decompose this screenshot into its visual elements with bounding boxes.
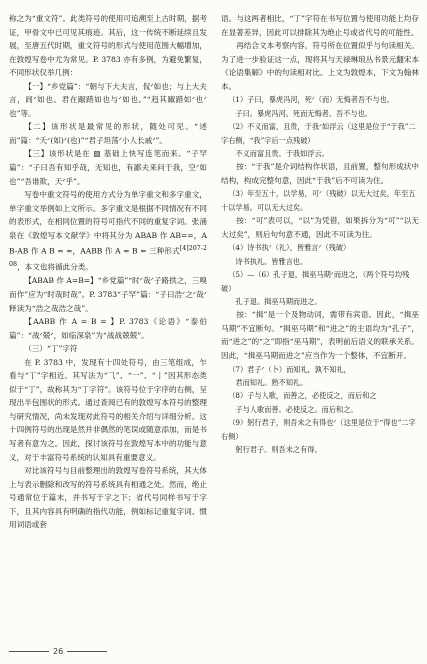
analysis-paragraph: 按：“揖”是一个及物动词，需带有宾语。因此，“揖巫马期”不宜断句。“揖巫马期”和“进之”的主语均为“孔子”，而“进之”的“之”即指“巫马期”，表明前后语义的联承关系。因此，“揖巫马期而进之”应当作为一个整体，不宜断开。 xyxy=(221,310,419,360)
example-dunhuang: （4）诗书执ᐟ（礼），皆雅言ᐟ（残破） xyxy=(228,243,351,253)
page-footer xyxy=(9,647,107,656)
paragraph: 再结合文本考察内容，符号所在位置似乎与句读相关。为了进一步验证这一点，现将其与天禄琳琅丛书景元翻宋本《论语集解》中的句读相对比。上文为敦煌本，下文为翰林本。 xyxy=(221,41,419,91)
example-dunhuang: （9）躬行君子，则吾未之有得也ᐟ（这里是位于“得也”二字右侧） xyxy=(221,418,416,441)
section-heading: （三）“丁”字符 xyxy=(24,344,78,354)
paragraph xyxy=(9,188,207,274)
paragraph: 对比该符号与目前整理出的敦煌写卷符号系统，其大体上与表示删除和改写的符号系统具有相通之处。然而，绝止号通常位于篇末，并书写于字之下；省代号同样书写于字下，且其内容具有明确的指代功能，例如标记重复字词、惯用词语或套 xyxy=(9,466,207,530)
example-hanlin: 诗书执礼。皆雅言也。 xyxy=(235,256,308,266)
example-paragraph: 【二】该形状是最常见的形状，随处可见。“述而”篇：“夭ᐟ(如)ᐟ(也)”“君子坦荡ᐟ小人长戚ᐟ”。 xyxy=(9,122,207,145)
page-number: 26 xyxy=(53,647,64,656)
example-dunhuang: （2）不义而富，且贵，于我ᐟ如浮云（这里是位于“于我”二字右侧，“我”字后一点残破） xyxy=(221,122,416,145)
paragraph: 称之为“重文符”。此类符号的使用可追溯至上古时期，据考证，甲骨文中已可见其痕迹。其后，这一传统不断延续且发展，至唐五代时期，重文符号的形式与使用范围大幅增加，在敦煌写卷中尤为常见。P. 3783 亦有多例，为避免繁复，不同形状仅举几例： xyxy=(9,14,207,78)
paragraph-text: 写卷中重文符号的使用方式分为单字重文和多字重文，单字重文举例如上文所示。多字重文是根据不同情况有不同的表形式，在相同位置的符号可指代不同的重复字词。张涌泉在《敦煌写本文献学》中将其分为 ABAB 作 AB==，AB-AB 作 A B = =，AABB 作 A = B = 三种形式 xyxy=(9,190,207,256)
example-hanlin: 君而知礼。熟不知礼。 xyxy=(235,377,308,387)
example-dunhuang: （5）—（6）孔子退，揖巫马期ᐟ而进之，（两个符号均残破） xyxy=(221,270,410,293)
analysis-paragraph: 按：“可”表可以，“以”为凭借，如果拆分为“可”“以无大过矣”，则后句句意不通，因此不可读为住。 xyxy=(221,216,419,239)
paragraph: 语。与这两者相比，“丁”字符在书写位置与使用功能上均存在显著差异，因此可以排除其为绝止号或省代号的可能性。 xyxy=(221,14,419,37)
footer-rule xyxy=(9,651,49,652)
right-column xyxy=(221,12,419,456)
example-hanlin: 孔子退。揖巫马期而进之。 xyxy=(235,296,322,306)
example-paragraph: 【一】“乡党篇”：“朝与下大夫言，侃ᐟ如也；与上大夫言，闾ᐟ如也。君在踧踖如也与ᐟ如也。”“趋其踧踖如ᐟ也ᐟ也”等。 xyxy=(9,81,207,118)
example-hanlin: 不义而富且贵。于我如浮云。 xyxy=(235,148,329,158)
citation-number: [4] xyxy=(179,245,189,253)
example-paragraph: 【AABB 作 A = B = 】P. 3783《论语》“泰伯篇”：“战ᐟ兢ᐟ，如临深泉”为“战战兢兢”。 xyxy=(9,317,207,340)
footer-rule xyxy=(67,651,107,652)
example-dunhuang: （8）子与人歌，而善之，必使反之，而后和之 xyxy=(228,391,377,401)
example-dunhuang: （1）子曰，暴虎冯河，死ᐟ（而）无悔者吾不与也。 xyxy=(228,95,394,105)
example-hanlin: 躬行君子。则吾未之有得。 xyxy=(235,444,322,454)
citation-pages: 207-208 xyxy=(9,245,207,269)
example-dunhuang: （3）年至五十，以学易，可ᐟ（残破）以无大过矣，年至五十以学易。可以无大过矣。 xyxy=(221,189,416,212)
example-hanlin: 子曰。暴虎冯河。死而无悔者。吾不与也。 xyxy=(235,108,372,118)
example-hanlin: 子与人歌而善。必使反之。而后和之。 xyxy=(235,404,358,414)
example-paragraph: 【三】该形状是在 ▨ 基础上快写连笔而来。“子罕篇”：“子曰吾有知乎哉，无知也，有鄙夫来问于我，空ᐟ如也”“吾谁欺，天ᐟ乎”。 xyxy=(9,149,207,186)
example-dunhuang: （7）君子ᐟ（卜）而知礼，孰不知礼， xyxy=(228,364,351,374)
example-paragraph: 【ABAB 作 A=B=】“乡党篇”“时ᐟ哉ᐟ子路拱之，三嗅而作”应为“时哉时哉”。P. 3783“子罕”篇：“子曰浩ᐟ之ᐟ哉ᐟ释读为“浩之哉浩之哉”。 xyxy=(9,276,207,313)
paragraph-tail: ，本文也将循此分类。 xyxy=(17,262,93,272)
paragraph: 在 P. 3783 中，发现有十四处符号，由三笔组成，乍看与“丁”字相近。其写法为“⺄”、“一”、“亅”因其形态类似于“丁”，故称其为“丁字符”。该符号位于字序的右侧，呈现出半包围状的形式。通过查阅已有的敦煌写本符号的整理与研究情况，尚未发现对此符号的相关介绍与详细分析。这十四例符号的出现是然并非偶然的笔误或随意添加，而是书写者有意为之。因此，探讨该符号在敦煌写本中的功能与意义，对于丰富符号系统的认知具有重要意义。 xyxy=(9,357,207,462)
analysis-paragraph: 按：“于我”是介词结构作状语，且前置，整句形成状中结构，构成完整句意，因此“于我”后不可读为住。 xyxy=(221,162,419,185)
left-column xyxy=(9,12,207,532)
